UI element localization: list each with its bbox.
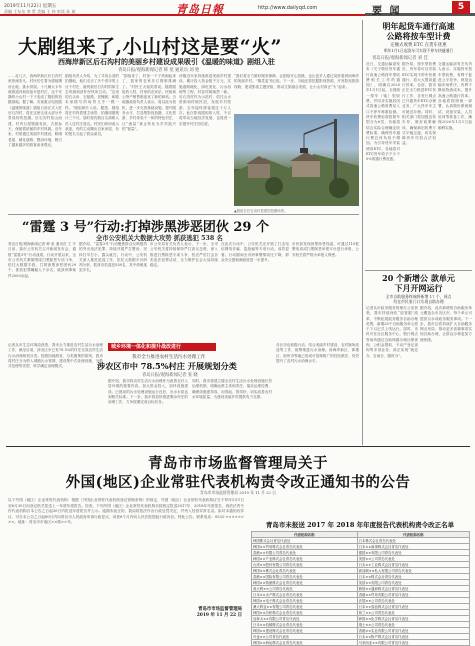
table-cell: 日本××水产株式会社青岛代表处: [252, 592, 358, 598]
lead-column-5: “我们将全力做好服务保障，让剧组安心拍摄，也让更多人通过荧屏看到西海岸的美丽乡村。”镇党委书记说。下一步，当地还将挖掘影视资源，开发影视旅游线路，建设影视主题民宿，推动文旅融合发展，让小山村真正“火”起来。: [234, 74, 359, 89]
table-cell: 日本××机械株式会社青岛代表处: [252, 622, 358, 628]
sewage-headline: 涉农区市中 78.5%村庄 开展规划分类: [97, 361, 237, 371]
thunder-subheadline: 全市公安机关大数据大攻势 抓获逃犯 538 名: [96, 235, 223, 242]
site-url[interactable]: http://www.dailyqd.com: [258, 5, 318, 11]
notice-top-rule: [6, 446, 470, 447]
toll-column-1: 近日，交通运输部发布《关于做好货车通行高速公路按车型收费相关工作的通知》，明确自2020年1月1日起，全国统一按车（轴）型收费，并同步实施封闭式高速公路收费站入口不停车称重检测。货车收费标准按照车型分为6类，各地将结合实际合理确定收费标准，确保货车通行费总体负担不增加。为引导货车安装使用ETC，各地将对ETC货车给予不少于5%的通行费优惠。: [366, 62, 400, 162]
sewage-kicker: 我市全力推进农村生活污水处理工作: [132, 355, 206, 360]
table-cell: 日本××商事株式会社青岛代表处: [357, 544, 469, 550]
section-title: 要 闻: [372, 6, 402, 17]
table-cell: 韩国××纺织株式会社青岛代表处: [252, 610, 358, 616]
table-cell: 香港××有限公司青岛代表处: [252, 550, 358, 556]
lead-column-1: ……近几天，西海岸新区后石沟村里热闹非凡，村民们忙着为剧组腾房让地，挑水供饭。十几辆大卡车载着道具和设备开进村庄，这个安静的小山村一下子变成了剧组的拍摄基地。据了解，央视重点电视剧《温暖的味道》剧组日前正式入驻后石沟村，将在这里完成大部分外景戏份的拍摄。后石沟村依山而建，村内石屋错落有致，古树参天，保留着浓郁的乡村风貌。近年来，村里通过美丽乡村建设，修缮老屋、硬化道路、整治环境，吸引了越来越多的游客前来观光。: [8, 74, 62, 147]
table-header: 代表机构名称: [357, 532, 469, 538]
selfservice-sub-1: 全市自助服务终端将新增 17 个，网点: [385, 294, 452, 299]
rep-office-table: [251, 531, 470, 646]
film-set-image-icon: [234, 114, 359, 206]
toll-byline: 青岛日报/观海新闻记者 刘 佳: [372, 56, 428, 61]
selfservice-headline-2: 下月开网运行: [394, 283, 443, 293]
table-cell: 瑞士××公司青岛代表处: [357, 622, 469, 628]
table-cell: 韩国××建设株式会社青岛代表处: [252, 628, 358, 634]
table-cell: 日本××食品株式会社青岛代表处: [357, 604, 469, 610]
selfservice-sub-2: 均在市民家门口实现自助办理: [393, 299, 444, 304]
thunder-column-3: 市公安局有关负责人表示，下一步，全市公安机关将持续保持严打高压态势，深入推进扫黑除恶专项斗争，依法严厉打击各类违法犯罪活动，全力维护社会大局持续稳定。: [150, 242, 218, 268]
column-divider: [362, 20, 363, 445]
table-cell: 韩国××海运株式会社青岛代表处: [252, 640, 358, 646]
lead-subheadline: 西海岸新区后石沟村的美丽乡村建设成果吸引《温暖的味道》剧组入驻: [58, 57, 275, 66]
table-cell: 英国××有限公司青岛代表处: [357, 580, 469, 586]
notice-body: 以下外国（地区）企业常驻代表机构：根据《外国企业常驻代表机构登记管理条例》的规定，外国（地区）企业常驻代表机构应当于每年3月1日至6月30日向登记机关报送上一年度年度报告。经查，下列外国（地区）企业常驻代表机构未按规定报送2017年、2018年年度报告，现依法责令你代表机构自本公告之日起30日内报送年度报告并公示。逾期未改正的，我局将依法作出行政处罚决定，并列入经营异常名录。如对本通知有异议，可自本公告之日起60日内向青岛市人民政府申请行政复议，或者6个月内向人民法院提起行政诉讼。特此公告。联系电话：0532-××××××××。地址：青岛市市南区××路××号。: [8, 498, 244, 525]
sewage-column-1: 记者从市生态环境局获悉，我市全力推进农村生活污水治理工作，截至目前，涉农区市已有78.5%的村庄完成农村生活污水治理规划分类。按照因地制宜、分类施策的原则，我市将村庄分为纳入城镇污水管网、建设集中式处理设施、分散式处理等类型，科学确定治理模式。: [8, 343, 103, 369]
lead-byline: 青岛日报/观海新闻记者 韩 星 通讯员 刘 艳: [118, 68, 200, 73]
table-cell: 韩国××贸易株式会社青岛代表处: [252, 544, 358, 550]
table-cell: 韩国××电子株式会社青岛代表处: [252, 598, 358, 604]
toll-column-3: 交通运输部有关负责人表示，实施货车按车型收费，有利于促进公平竞争，规范运输市场秩序，有利于降低物流成本，提升高速公路通行效率。各地将按照统一部署，认真做好系统调试、设备安装、人员培训等准备工作，确保2020年1月1日起顺利实施。: [438, 62, 472, 130]
table-cell: 荷兰××公司青岛代表处: [357, 610, 469, 616]
table-cell: 香港××国际有限公司青岛代表处: [252, 574, 358, 580]
lead-headline: 大剧组来了,小山村这是要“火”: [18, 36, 282, 58]
selfservice-column-2: 据介绍，此次新增的自助服务单元覆盖全市各区市，每个单元可提供百余项政务服务事项。下一步，我市还将持续扩大自助服务网点布局，推动更多高频事项实现自助办理，让群众办事更加方便快捷。: [420, 306, 472, 342]
thunder-column-1: 青岛日报/观海新闻记者 韩 星 通讯员 王 宇 日前，我市公安机关召开新闻发布会，通报“雷霆3号”行动战果。行动开展以来，全市公安机关紧紧围绕扫黑除恶专项斗争，依托大数据手段，打掉涉黑涉恶团伙29个，抓获犯罪嫌疑人千余名，破获刑事案件2000余起。: [8, 242, 76, 278]
lead-column-3: “剧组来了，村里一下子热闹起来了，我家的农家乐订餐都排满了。”村民王大姐笑着说。随着剧组的入驻，村里的农家乐、民宿和土特产销售都迎来了新的商机。当地镇政府负责人表示，将以此为契机，进一步完善基础设施，提升服务水平，打造集影视拍摄、文化旅游、乡村体验于一体的特色村庄，让“流量”真正转化为乡村振兴的“留量”。: [122, 74, 176, 131]
table-header: 代表机构名称: [252, 532, 358, 538]
table-cell: 澳大利亚××有限公司青岛代表处: [252, 604, 358, 610]
toll-column-2: 据介绍，按车型收费后，货车将可以安装ETC实现不停车快捷通行，将大大提高通行效率。目前，我市正在全力推进ETC发行工作，各发行网点已开通货车ETC办理业务，广大货车车主可就近办理。同时，相关部门将加强宣传引导，做好政策解读，确保新旧收费方式平稳过渡，切实保障货车司机合法权益。: [402, 62, 436, 146]
thunder-column-2: 据介绍，“雷霆3号”行动聚焦群众反映强烈的突出违法犯罪，持续开展严打整治，坚持打早打小、露头就打。行动中，公安机关深入推进追逃工作，依托大数据平台研判分析，抓获各类逃犯538名，其中命案逃犯多名。: [79, 242, 147, 273]
table-cell: 韩国××通商株式会社青岛代表处: [357, 586, 469, 592]
table-cell: 韩国××株式会社青岛代表处: [252, 568, 358, 574]
photo-caption: ▲剧组在后石沟村搭建的拍摄场景。: [234, 209, 288, 213]
notice-signatory: 青岛市市场监督管理局: [198, 607, 242, 612]
lead-column-2: 剧组负责人介绍，为了寻找合适的拍摄地，他们走访了多个省市的上百个村庄，最终被后石沟村的原生态风貌和淳朴民风所打动。“这里的石头房、石板路、老槐树，和剧本里描写的场景几乎一模一样。”剧组制片人说。据悉，剧组将在村内搭建主场景，拍摄周期预计三个月，届时将有数百名演职人员入住村庄周边。村民们纷纷表示欢迎，有的主动腾出自家房屋，有的报名当起了群众演员。: [65, 74, 119, 137]
table-cell: 日本株式会社青岛代表处: [357, 538, 469, 544]
notice-title-1: 青岛市市场监督管理局关于: [148, 455, 328, 472]
selfservice-column-1: 记者从市政务服务管理办公室获悉，我市持续深化“放管服”改革，不断拓展政务服务自助办理范围，新增20个自助服务单元将于下月正式上线运行。届时，市民可在社区服务中心、银行网点等场所通过自助终端办理社保查询、公积金提取、不动产登记查询等多项业务，真正实现“就近办、自助办、随时办”。: [366, 306, 418, 358]
table-cell: 加拿大××有限公司青岛代表处: [252, 616, 358, 622]
table-cell: 韩国××产业株式会社青岛代表处: [252, 556, 358, 562]
thunder-column-4: 在此次行动中，公安机关还开展了打击电信网络诈骗、盗抢骗等专项行动，成效显著。行动期间全市刑事警情同比下降，群众安全感和满意度进一步提升。: [221, 242, 289, 262]
table-cell: 台湾××股份有限公司青岛代表处: [252, 562, 358, 568]
table-cell: 日本××物产株式会社青岛代表处: [357, 634, 469, 640]
notice-source: 青岛市市场监督管理局 2019 年 11 月 22 日: [200, 490, 276, 495]
thunder-headline: “雷霆 3 号”行动:打掉涉黑涉恶团伙 29 个: [22, 220, 269, 235]
issue-date: 2019年11月22日 星期五: [4, 4, 57, 9]
toll-headline-1: 明年起货车通行高速: [382, 21, 455, 31]
toll-headline-2: 公路将按车型计费: [386, 31, 451, 41]
notice-date: 2019 年 11 月 22 日: [196, 613, 242, 618]
toll-subheadline-1: 定额式收费 ETC 在货车优惠: [390, 43, 447, 48]
editors-line: 责编 王东东 李 哲 美编 王 伟 审读 孙 斌: [4, 9, 76, 14]
table-cell: 法国××公司青岛代表处: [357, 598, 469, 604]
table-cell: 韩国××物流株式会社青岛代表处: [252, 580, 358, 586]
table-cell: 香港××贸易有限公司青岛代表处: [357, 592, 469, 598]
thunder-column-5: 市民如发现涉黑涉恶线索，可通过110报警电话或扫黑除恶举报平台进行举报，公安机关将严格为举报人保密。: [292, 242, 359, 257]
page-number: 5: [452, 1, 470, 14]
table-cell: 意大利××公司青岛代表处: [252, 586, 358, 592]
table-cell: 日本××株式会社青岛代表处: [357, 574, 469, 580]
village-photo: [234, 114, 359, 206]
table-cell: 韩国××化学株式会社青岛代表处: [357, 616, 469, 622]
table-cell: 德国××有限公司青岛代表处: [357, 550, 469, 556]
table-row: [252, 640, 470, 646]
table-cell: 日本××工业株式会社青岛代表处: [357, 562, 469, 568]
sewage-byline: 青岛日报/观海新闻记者 张 晓: [142, 373, 198, 378]
table-cell: 丹麦××公司青岛代表处: [252, 634, 358, 640]
divider: [365, 270, 472, 271]
table-title: 青岛市未报送 2017 年 2018 年年度报告代表机构责令改正名单: [265, 521, 455, 529]
table-cell: 美国××公司青岛代表处: [357, 556, 469, 562]
divider: [8, 214, 359, 215]
table-cell: 新加坡××私人有限公司青岛代表处: [357, 568, 469, 574]
city-rural-banner: 城乡环境一体化和提升战改进行: [108, 343, 216, 351]
sewage-column-4: 各区市也积极行动，结合美丽乡村建设、农村厕所改造等工作，统筹推进污水治理。西海岸新区、即墨区、胶州市等地已形成可复制推广的经验做法，有效提升了农村污水治理水平。: [276, 343, 359, 363]
notice-title-2: 外国(地区)企业常驻代表机构责令改正通知书的公告: [65, 474, 411, 491]
lead-column-4: 该镇近年来持续推进美丽乡村建设，累计投入资金数千万元，实施道路硬化、绿化美化、污水治理等工程，村容村貌焕然一新。后石沟村作为示范村，依托山水资源和传统民居，发展乡村旅游，去年接待游客超过十万人次。此次影视剧组的入驻，不仅将带动当地经济发展，也将进一步提升村庄知名度。: [179, 74, 231, 126]
table-cell: 香港××实业有限公司青岛代表处: [357, 628, 469, 634]
selfservice-headline-1: 20 个新增公 款单元: [382, 273, 455, 283]
sewage-column-2: 据介绍，我市将农村生活污水治理作为改善农村人居环境的重要内容，加大资金投入，加快设施建设。已建成的污水处理设施运行良好，出水水质达到相关标准。下一步，我市将加快推进剩余村庄的治理工作，力争按期完成目标任务。: [108, 379, 188, 405]
table-cell: 韩国株式会社青岛代表处: [252, 538, 358, 544]
newspaper-logo: 青岛日報: [176, 3, 224, 16]
sewage-column-3: 同时，我市将建立健全农村生活污水处理设施长效运维机制，明确运维主体和责任，落实运维经费，确保设施建得成、用得起、管得好，切实改善农村水环境质量，为建设美丽乡村提供有力支撑。: [192, 379, 272, 399]
masthead: [0, 0, 475, 16]
toll-subheadline-2: 明年1月1日起货车可实现不停车快捷通行: [383, 48, 454, 53]
table-cell: 马来西亚××有限公司青岛代表处: [357, 640, 469, 646]
